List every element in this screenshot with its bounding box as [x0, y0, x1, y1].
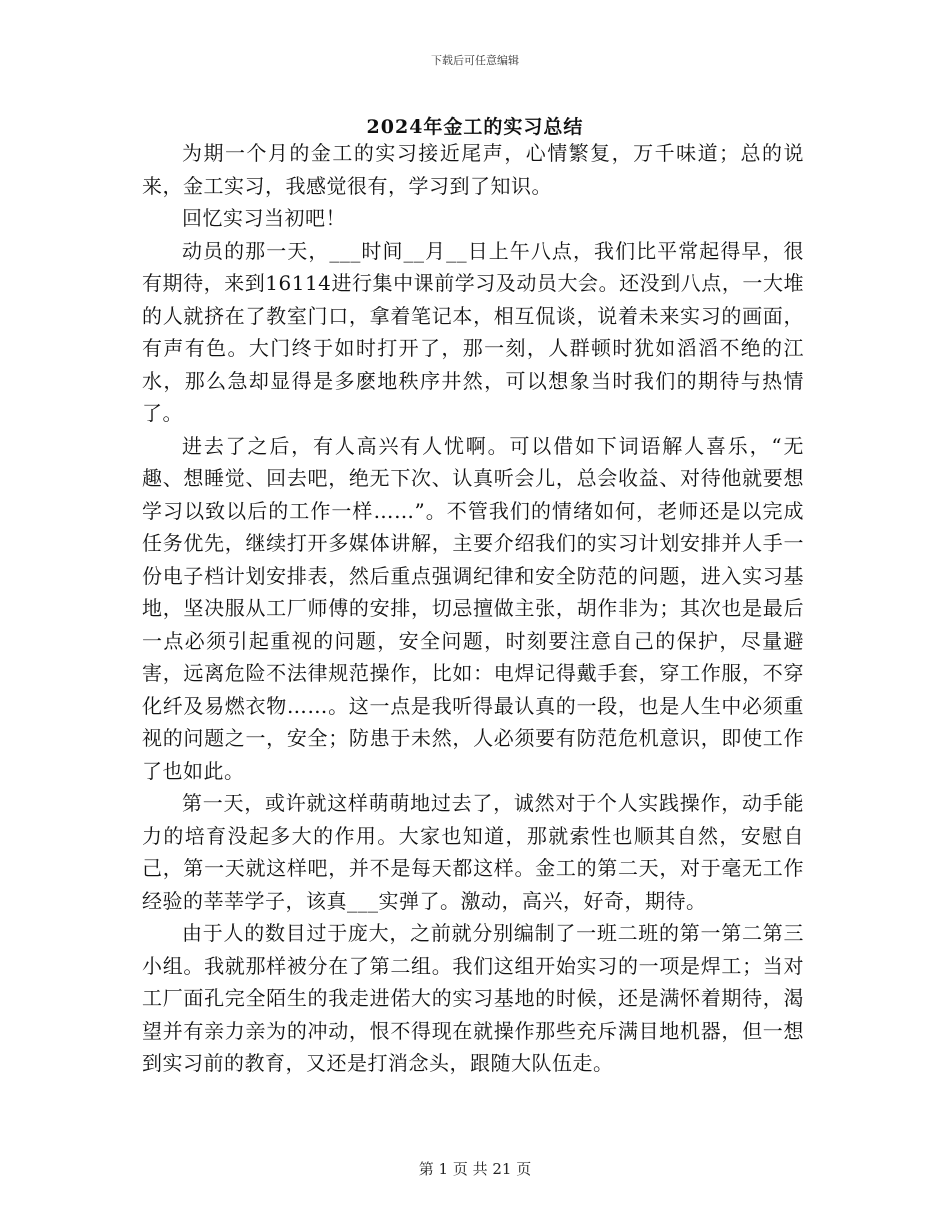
paragraph-grouping: 由于人的数目过于庞大，之前就分别编制了一班二班的第一第二第三小组。我就那样被分在了第二组。我们这组开始实习的一项是焊工；当对工厂面孔完全陌生的我走进偌大的实习基地的时候，还是满怀着期待，渴望并有亲力亲为的冲动，恨不得现在就操作那些充斥满目地机器，但一想到实习前的教育，又还是打消念头，跟随大队伍走。 [142, 921, 804, 1075]
document-title: 2024年金工的实习总结 [366, 116, 584, 138]
page-number: 第 1 页 共 21 页 [418, 1160, 532, 1178]
paragraph-mobilization: 动员的那一天，___时间__月__日上午八点，我们比平常起得早，很有期待，来到16114进行集中课前学习及动员大会。还没到八点，一大堆的人就挤在了教室门口，拿着笔记本，相互侃谈，说着未来实习的画面，有声有色。大门终于如时打开了，那一刻，人群顿时犹如滔滔不绝的江水，那么急却显得是多麽地秩序井然，可以想象当时我们的期待与热情了。 [142, 238, 804, 425]
paragraph-intro: 为期一个月的金工的实习接近尾声，心情繁复，万千味道；总的说来，金工实习，我感觉很有，学习到了知识。 [142, 141, 804, 198]
document-body [142, 137, 804, 1080]
paragraph-lecture: 进去了之后，有人高兴有人忧啊。可以借如下词语解人喜乐，“无趣、想睡觉、回去吧，绝无下次、认真听会儿，总会收益、对待他就要想学习以致以后的工作一样……”。不管我们的情绪如何，老师还是以完成任务优先，继续打开多媒体讲解，主要介绍我们的实习计划安排并人手一份电子档计划安排表，然后重点强调纪律和安全防范的问题，进入实习基地，坚决服从工厂师傅的安排，切忌擅做主张，胡作非为；其次也是最后一点必须引起重视的问题，安全问题，时刻要注意自己的保护，尽量避害，远离危险不法律规范操作，比如：电焊记得戴手套，穿工作服，不穿化纤及易燃衣物……。这一点是我听得最认真的一段，也是人生中必须重视的问题之一，安全；防患于未然，人必须要有防范危机意识，即使工作了也如此。 [142, 433, 804, 783]
header-note: 下载后可任意编辑 [431, 54, 519, 67]
paragraph-recall: 回忆实习当初吧！ [182, 206, 346, 230]
paragraph-first-day: 第一天，或许就这样萌萌地过去了，诚然对于个人实践操作，动手能力的培育没起多大的作用。大家也知道，那就索性也顺其自然，安慰自己，第一天就这样吧，并不是每天都这样。金工的第二天，对于毫无工作经验的莘莘学子，该真___实弹了。激动，高兴，好奇，期待。 [142, 791, 804, 913]
